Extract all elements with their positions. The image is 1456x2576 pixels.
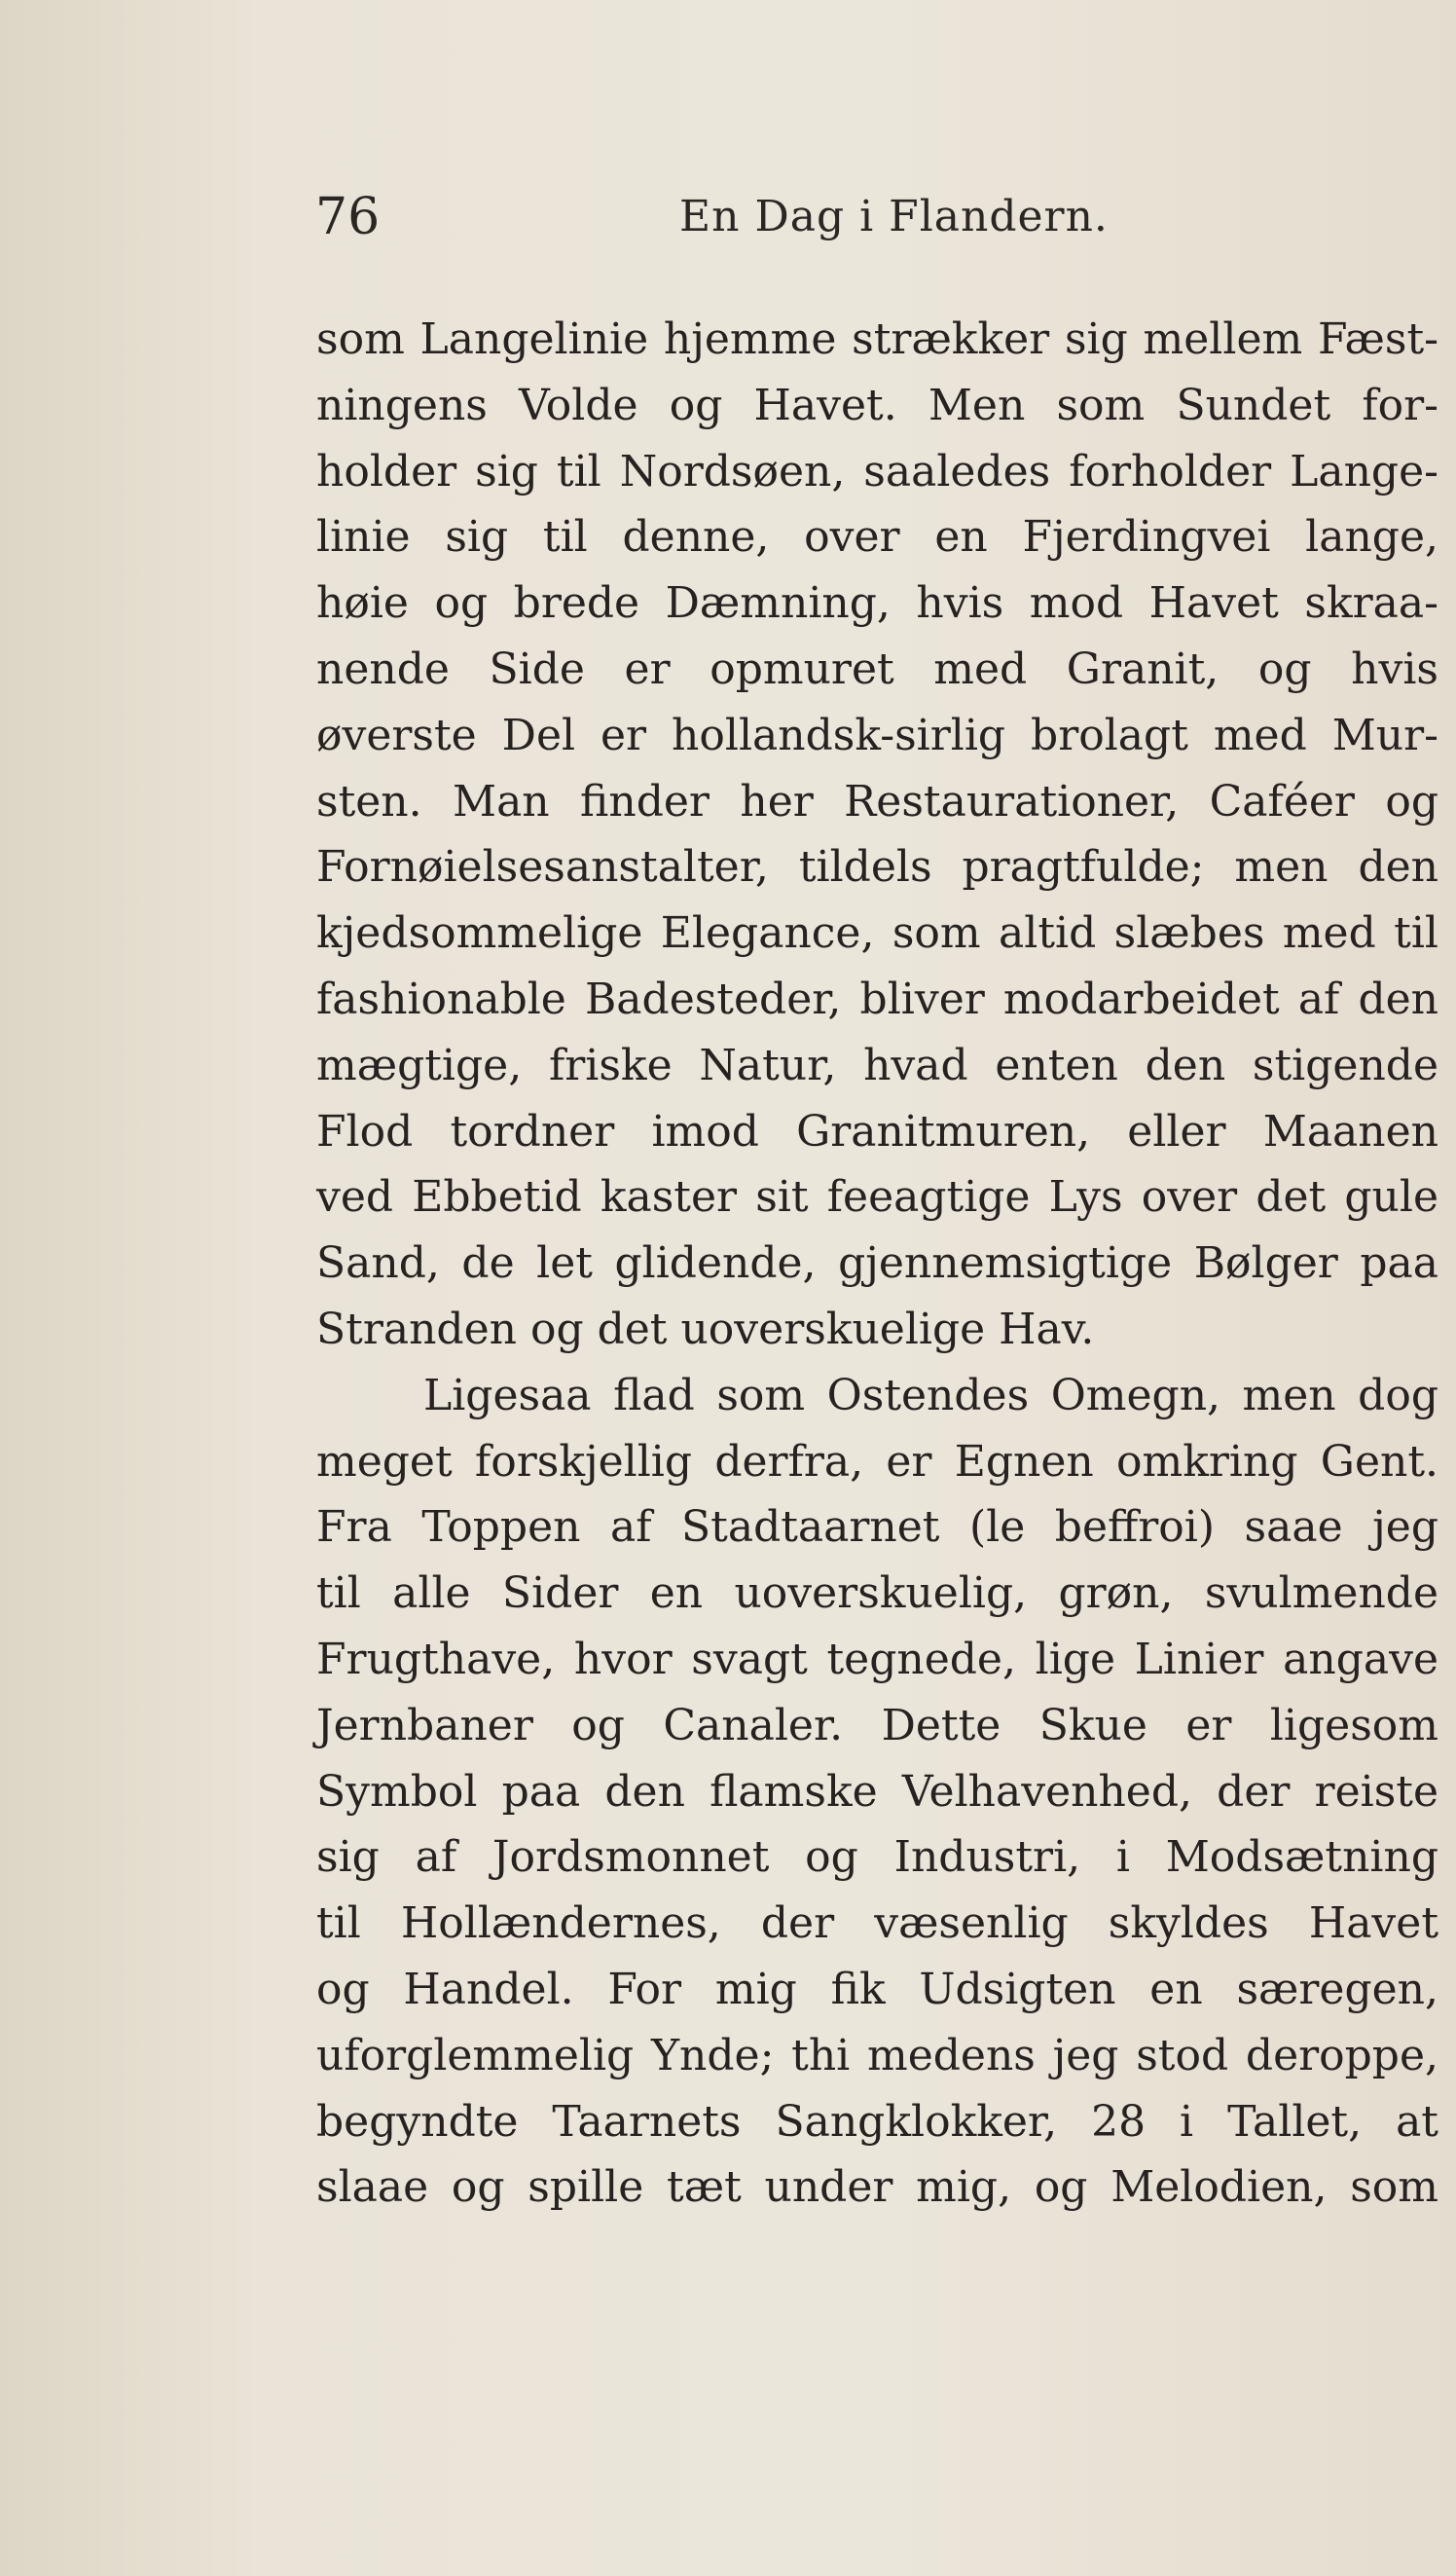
- body-text: [316, 307, 1438, 2221]
- text-line: Fornøielsesanstalter, tildels pragtfulde; men den: [316, 842, 1438, 893]
- running-title: En Dag i Flandern.: [679, 192, 1109, 241]
- text-line: og Handel. For mig fik Udsigten en særegen,: [316, 1964, 1438, 2014]
- text-line: Sand, de let glidende, gjennemsigtige Bølger paa: [316, 1238, 1438, 1289]
- text-line: Symbol paa den flamske Velhavenhed, der reiste: [316, 1766, 1438, 1817]
- text-line: fashionable Badesteder, bliver modarbeidet af den: [316, 974, 1438, 1024]
- text-line: til Hollændernes, der væsenlig skyldes Havet: [316, 1898, 1438, 1949]
- text-line: uforglemmelig Ynde; thi medens jeg stod deroppe,: [316, 2030, 1438, 2080]
- text-line: til alle Sider en uoverskuelig, grøn, svulmende: [316, 1568, 1438, 1619]
- text-line: ningens Volde og Havet. Men som Sundet for-: [316, 380, 1438, 430]
- text-line: Jernbaner og Canaler. Dette Skue er ligesom: [316, 1700, 1438, 1750]
- text-line: sten. Man finder her Restaurationer, Caféer og: [316, 776, 1438, 827]
- text-line: sig af Jordsmonnet og Industri, i Modsætning: [316, 1832, 1438, 1883]
- text-line: slaae og spille tæt under mig, og Melodien, som: [316, 2162, 1438, 2213]
- text-line: som Langelinie hjemme strækker sig mellem Fæst-: [316, 314, 1438, 364]
- text-line: ved Ebbetid kaster sit feeagtige Lys over det gule: [316, 1172, 1438, 1223]
- text-line: kjedsommelige Elegance, som altid slæbes med til: [316, 908, 1438, 959]
- text-line: linie sig til denne, over en Fjerdingvei lange,: [316, 512, 1438, 563]
- text-line: Frugthave, hvor svagt tegnede, lige Linier angave: [316, 1634, 1438, 1684]
- text-line: Fra Toppen af Stadtaarnet (le beffroi) saae jeg: [316, 1502, 1438, 1553]
- page-number: 76: [315, 188, 381, 246]
- text-line: Flod tordner imod Granitmuren, eller Maanen: [316, 1106, 1438, 1157]
- text-line: begyndte Taarnets Sangklokker, 28 i Tallet, at: [316, 2096, 1438, 2147]
- paragraph-first-line: Ligesaa flad som Ostendes Omegn, men dog: [423, 1370, 1438, 1420]
- text-line: øverste Del er hollandsk-sirlig brolagt med Mur-: [316, 710, 1438, 760]
- text-line: høie og brede Dæmning, hvis mod Havet skraa-: [316, 578, 1438, 629]
- text-line: meget forskjellig derfra, er Egnen omkring Gent.: [316, 1436, 1438, 1487]
- text-line: mægtige, friske Natur, hvad enten den stigende: [316, 1040, 1438, 1090]
- text-line: Stranden og det uoverskuelige Hav.: [316, 1304, 1095, 1354]
- text-line: holder sig til Nordsøen, saaledes forholder Lange-: [316, 446, 1438, 497]
- page-header: [292, 183, 1265, 251]
- text-line: nende Side er opmuret med Granit, og hvis: [316, 644, 1438, 694]
